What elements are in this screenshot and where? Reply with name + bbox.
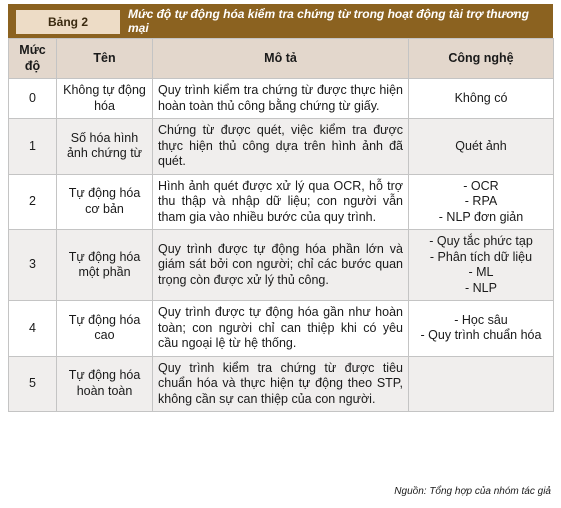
header-technology: Công nghệ: [409, 39, 554, 79]
level-cell: 1: [9, 119, 57, 175]
table-caption-bar: [8, 4, 553, 38]
technology-cell: [409, 119, 554, 175]
technology-cell: [409, 356, 554, 412]
table-number: Bảng 2: [16, 10, 120, 34]
name-cell: Tự động hóa một phần: [57, 230, 153, 301]
name-cell: Tự động hóa cơ bản: [57, 174, 153, 230]
table-title: Mức độ tự động hóa kiểm tra chứng từ trong hoạt động tài trợ thương mại: [128, 7, 529, 35]
table-row: [9, 301, 554, 357]
technology-item: - NLP đơn giản: [438, 209, 524, 224]
technology-item: - Phân tích dữ liệu: [429, 249, 533, 264]
header-name: Tên: [57, 39, 153, 79]
name-cell: Tự động hóa cao: [57, 301, 153, 357]
technology-item: - OCR: [463, 178, 499, 193]
technology-cell: [409, 230, 554, 301]
header-description: Mô tả: [153, 39, 409, 79]
technology-item: - Quy trình chuẩn hóa: [420, 328, 542, 343]
table-row: [9, 356, 554, 412]
description-cell: Quy trình được tự động hóa gần như hoàn toàn; con người chỉ can thiệp khi có yêu cầu ngoại lệ từ hệ thống.: [153, 301, 409, 357]
name-cell: Tự động hóa hoàn toàn: [57, 356, 153, 412]
technology-item: Quét ảnh: [455, 138, 507, 153]
technology-item: - Học sâu: [454, 312, 508, 327]
table-row: [9, 79, 554, 119]
table-row: [9, 230, 554, 301]
level-cell: 4: [9, 301, 57, 357]
technology-cell: [409, 174, 554, 230]
description-cell: Quy trình kiểm tra chứng từ được tiêu chuẩn hóa và thực hiện tự động theo STP, không cần sự can thiệp của con người.: [153, 356, 409, 412]
level-cell: 5: [9, 356, 57, 412]
level-cell: 0: [9, 79, 57, 119]
description-cell: Hình ảnh quét được xử lý qua OCR, hỗ trợ thu thập và nhập dữ liệu; con người vẫn tham gia vào nhiều bước của quy trình.: [153, 174, 409, 230]
description-cell: Chứng từ được quét, việc kiểm tra được thực hiện thủ công dựa trên hình ảnh đã quét.: [153, 119, 409, 175]
table-row: [9, 174, 554, 230]
technology-item: - NLP: [465, 280, 497, 295]
level-cell: 2: [9, 174, 57, 230]
level-cell: 3: [9, 230, 57, 301]
table-row: [9, 119, 554, 175]
technology-item: - ML: [468, 265, 494, 279]
source-note: Nguồn: Tổng hợp của nhóm tác giả: [394, 486, 551, 497]
technology-item: - Quy tắc phức tạp: [429, 234, 533, 248]
name-cell: Số hóa hình ảnh chứng từ: [57, 119, 153, 175]
technology-cell: [409, 79, 554, 119]
automation-levels-table: [8, 38, 554, 412]
description-cell: Quy trình được tự động hóa phần lớn và giám sát bởi con người; chỉ các bước quan trọng còn được xử lý thủ công.: [153, 230, 409, 301]
technology-cell: [409, 301, 554, 357]
technology-item: - RPA: [464, 194, 498, 208]
description-cell: Quy trình kiểm tra chứng từ được thực hiện hoàn toàn thủ công bằng chứng từ giấy.: [153, 79, 409, 119]
technology-item: Không có: [454, 90, 508, 105]
header-row: [9, 39, 554, 79]
name-cell: Không tự động hóa: [57, 79, 153, 119]
header-level: Mức độ: [9, 39, 57, 79]
